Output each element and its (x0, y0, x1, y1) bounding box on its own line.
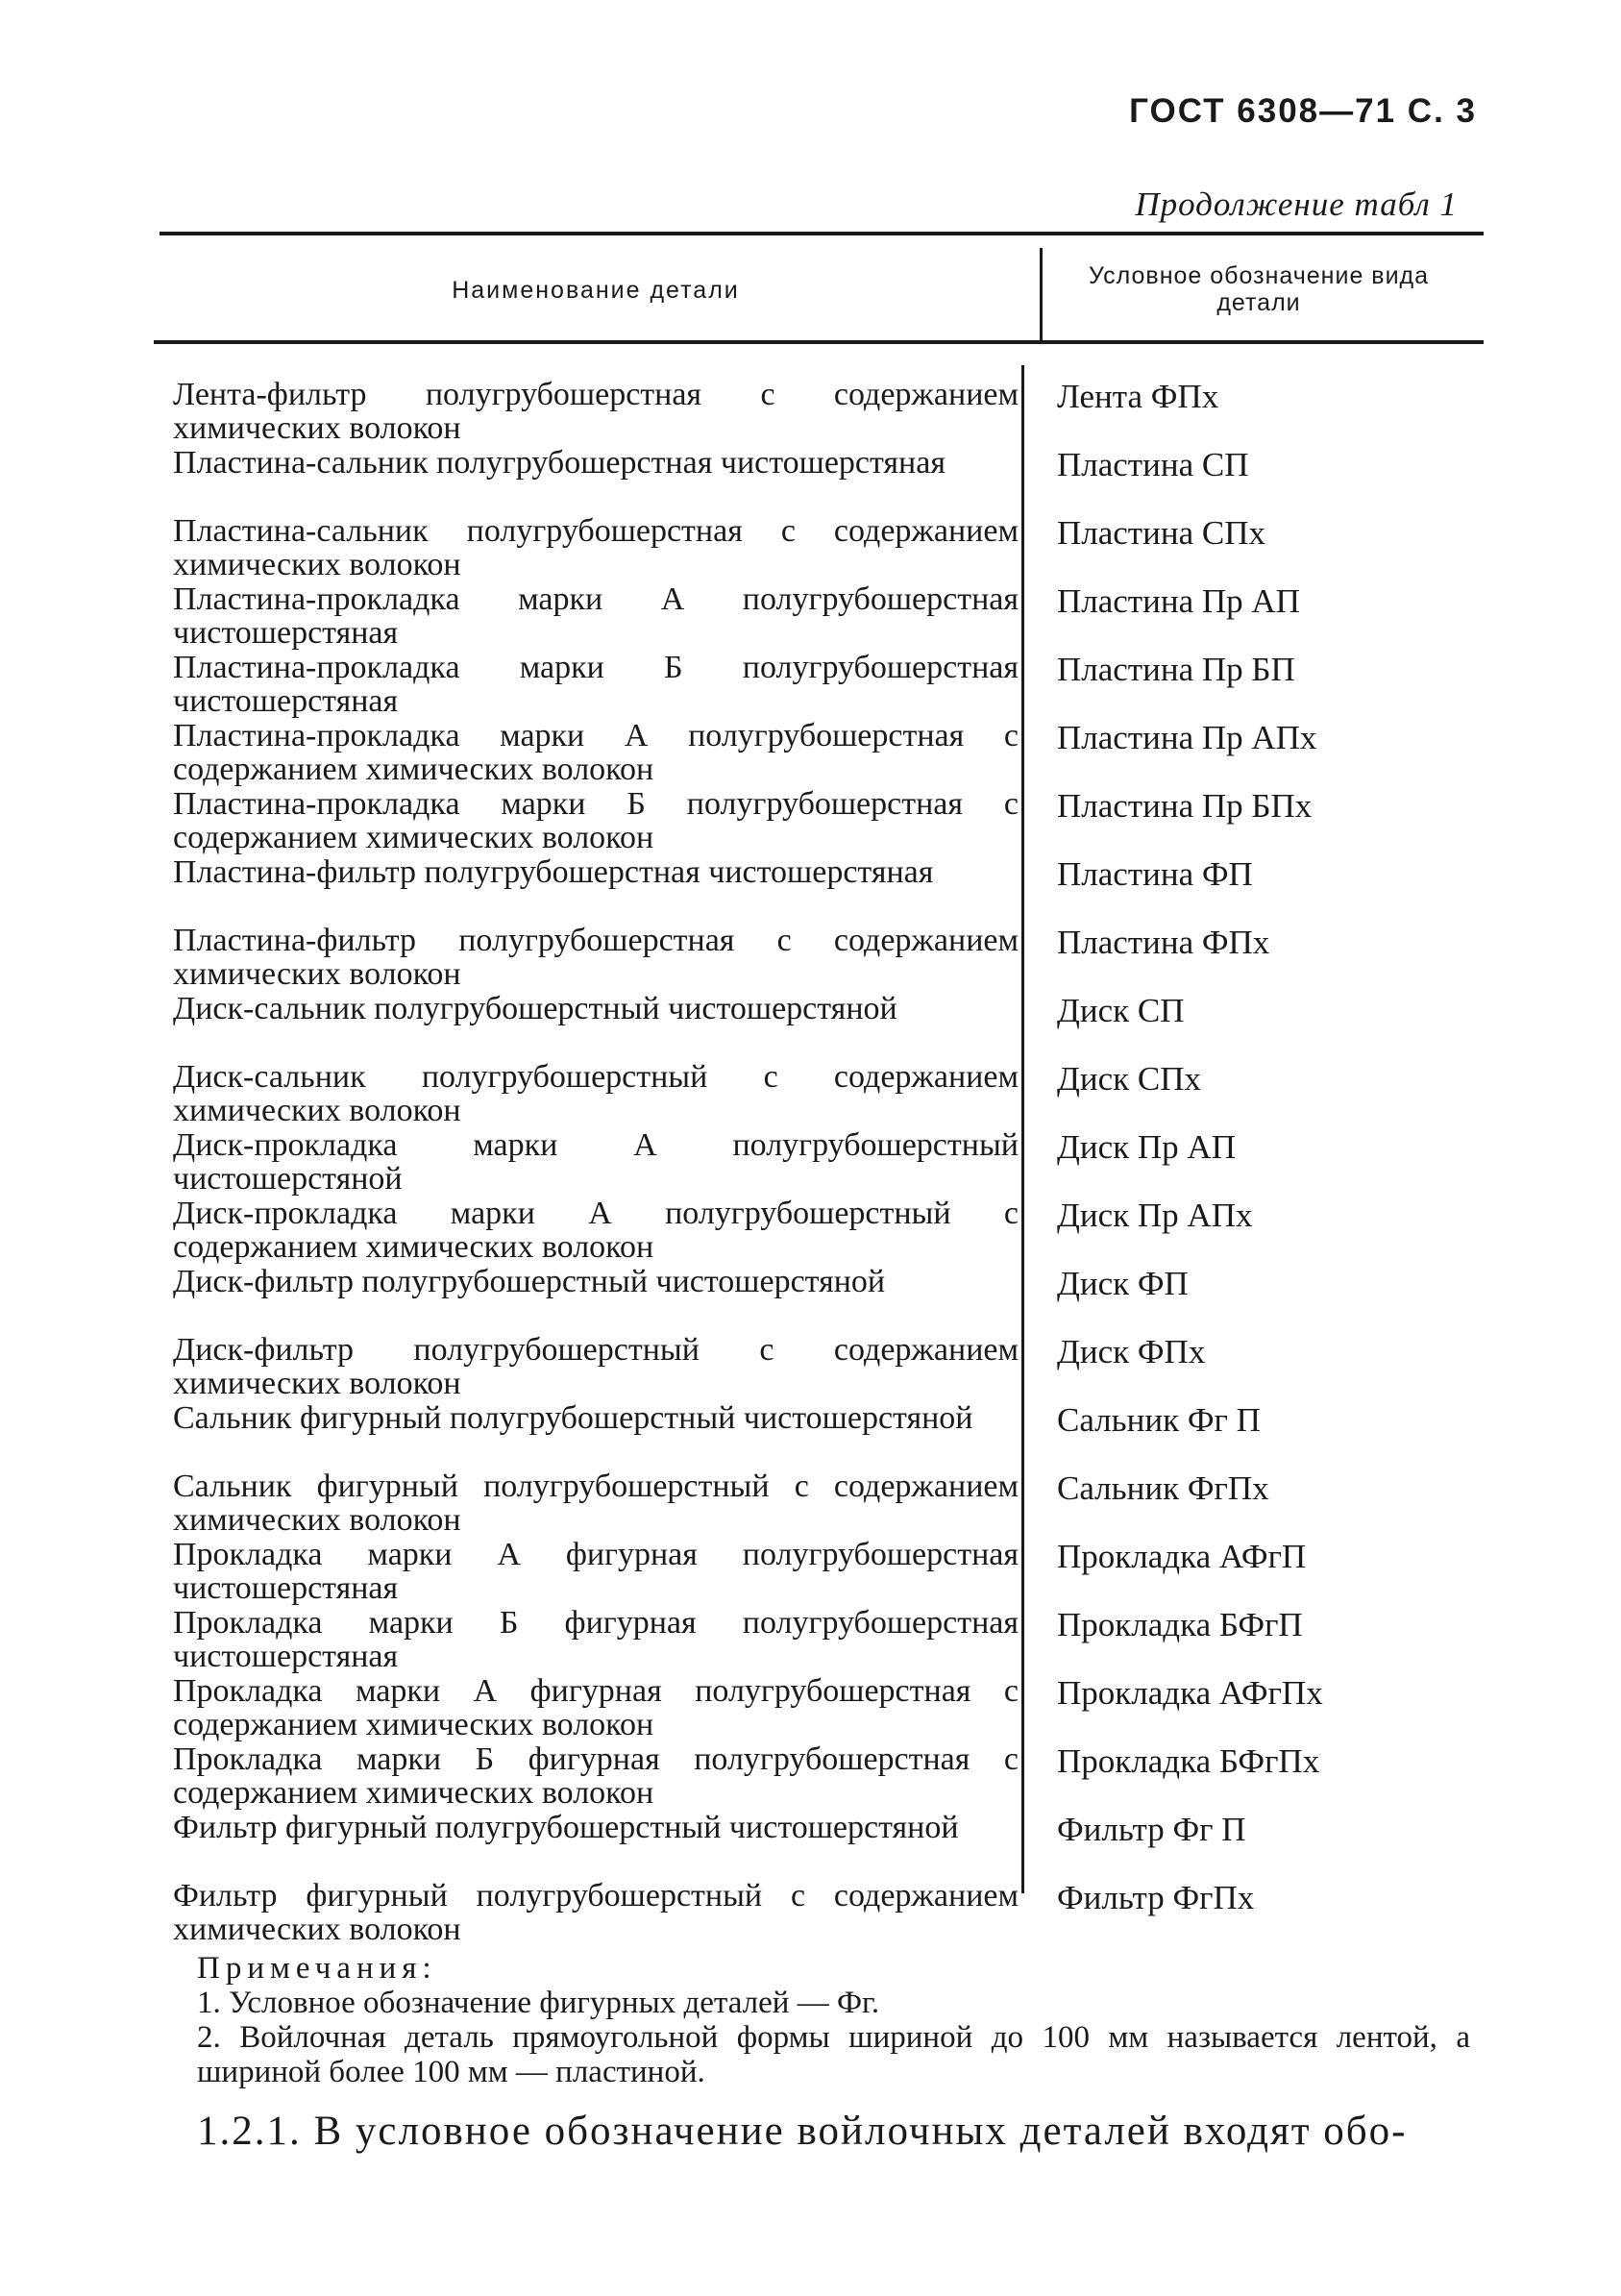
detail-name (125, 1538, 1019, 1606)
detail-code: Пластина ФПх (1057, 924, 1270, 961)
detail-name-text: Прокладка марки А фигурная полугрубошерстная с содержанием химических волокон (173, 1673, 1019, 1742)
detail-name (125, 514, 1019, 582)
table-row (125, 855, 1489, 924)
table-row (125, 924, 1489, 992)
detail-name (125, 924, 1019, 992)
detail-name (125, 1742, 1019, 1811)
detail-name-text: Пластина-прокладка марки Б полугрубошерстная чистошерстяная (173, 650, 1019, 719)
table-row (125, 1469, 1489, 1538)
detail-code: Прокладка АФгП (1057, 1538, 1307, 1575)
detail-name-text: Пластина-прокладка марки А полугрубошерстная чистошерстяная (173, 581, 1019, 651)
detail-name-text: Пластина-фильтр полугрубошерстная с содержанием химических волокон (173, 923, 1019, 992)
table-caption: Продолжение табл 1 (1135, 185, 1458, 223)
detail-name-text: Диск-фильтр полугрубошерстный чистошерстяной (173, 1264, 886, 1299)
detail-code: Сальник ФгПх (1057, 1469, 1269, 1507)
page-header: ГОСТ 6308—71 С. 3 (1129, 92, 1477, 130)
detail-name (125, 1060, 1019, 1128)
table-row (125, 1811, 1489, 1879)
detail-code: Пластина Пр БПх (1057, 787, 1313, 825)
detail-name-text: Фильтр фигурный полугрубошерстный чистошерстяной (173, 1810, 959, 1845)
table-body (125, 378, 1489, 1947)
detail-name (125, 1265, 1019, 1333)
detail-name (125, 719, 1019, 787)
paragraph: 1.2.1. В условное обозначение войлочных деталей входят обо- (197, 2109, 1408, 2154)
table-row (125, 651, 1489, 719)
detail-name-text: Пластина-прокладка марки А полугрубошерстная с содержанием химических волокон (173, 718, 1019, 787)
note-item: 1. Условное обозначение фигурных деталей — Фг. (197, 1986, 880, 2020)
detail-name-text: Диск-фильтр полугрубошерстный с содержанием химических волокон (173, 1332, 1019, 1401)
detail-name (125, 1879, 1019, 1947)
detail-code: Пластина Пр АПх (1057, 719, 1317, 756)
detail-name-text: Прокладка марки Б фигурная полугрубошерстная чистошерстяная (173, 1605, 1019, 1674)
detail-code: Диск ФП (1057, 1265, 1189, 1302)
detail-name (125, 651, 1019, 719)
detail-code: Диск СПх (1057, 1060, 1202, 1098)
table-row (125, 1879, 1489, 1947)
table-row (125, 1742, 1489, 1811)
detail-name (125, 992, 1019, 1060)
detail-name-text: Пластина-сальник полугрубошерстная с содержанием химических волокон (173, 513, 1019, 582)
table-row (125, 1128, 1489, 1197)
detail-code: Пластина СПх (1057, 514, 1265, 552)
detail-name-text: Диск-прокладка марки А полугрубошерстный с содержанием химических волокон (173, 1196, 1019, 1265)
detail-name-text: Прокладка марки Б фигурная полугрубошерстная с содержанием химических волокон (173, 1741, 1019, 1811)
detail-name (125, 1811, 1019, 1879)
detail-name (125, 446, 1019, 514)
detail-name (125, 787, 1019, 855)
detail-name (125, 1401, 1019, 1469)
detail-name (125, 1674, 1019, 1742)
detail-code: Диск Пр АП (1057, 1128, 1236, 1166)
detail-name-text: Диск-сальник полугрубошерстный с содержанием химических волокон (173, 1059, 1019, 1128)
detail-code: Сальник Фг П (1057, 1401, 1261, 1439)
table-top-rule (160, 232, 1484, 235)
table-row (125, 446, 1489, 514)
detail-name (125, 378, 1019, 446)
detail-code: Пластина Пр БП (1057, 651, 1295, 688)
table-row (125, 514, 1489, 582)
detail-name (125, 1333, 1019, 1401)
table-row (125, 582, 1489, 651)
detail-name-text: Прокладка марки А фигурная полугрубошерстная чистошерстяная (173, 1537, 1019, 1606)
detail-code: Фильтр ФгПх (1057, 1879, 1255, 1916)
detail-code: Прокладка АФгПх (1057, 1674, 1323, 1712)
detail-name-text: Диск-прокладка марки А полугрубошерстный чистошерстяной (173, 1127, 1019, 1197)
notes-title: Примечания: (197, 1951, 437, 1986)
detail-name (125, 582, 1019, 651)
detail-code: Диск Пр АПх (1057, 1197, 1253, 1234)
table-row (125, 1197, 1489, 1265)
table-row (125, 1265, 1489, 1333)
table-row (125, 719, 1489, 787)
detail-name-text: Фильтр фигурный полугрубошерстный с содержанием химических волокон (173, 1878, 1019, 1947)
header-bottom-rule (154, 340, 1484, 344)
table-row (125, 787, 1489, 855)
detail-name-text: Пластина-прокладка марки Б полугрубошерстная с содержанием химических волокон (173, 786, 1019, 855)
detail-name (125, 1606, 1019, 1674)
table-row (125, 1401, 1489, 1469)
notes (154, 1951, 1470, 2089)
detail-code: Пластина СП (1057, 446, 1249, 483)
column-header-code: Условное обозначение вида детали (1088, 262, 1430, 316)
detail-name-text: Пластина-сальник полугрубошерстная чистошерстяная (173, 445, 946, 481)
detail-name-text: Сальник фигурный полугрубошерстный чистошерстяной (173, 1400, 973, 1436)
detail-name (125, 1128, 1019, 1197)
detail-code: Прокладка БФгП (1057, 1606, 1303, 1643)
table-row (125, 1674, 1489, 1742)
detail-name-text: Сальник фигурный полугрубошерстный с содержанием химических волокон (173, 1469, 1019, 1538)
detail-code: Фильтр Фг П (1057, 1811, 1246, 1848)
table-row (125, 1606, 1489, 1674)
detail-name-text: Пластина-фильтр полугрубошерстная чистошерстяная (173, 854, 934, 890)
column-header-name: Наименование детали (452, 277, 740, 304)
detail-code: Лента ФПх (1057, 378, 1219, 415)
header-column-divider (1040, 248, 1043, 344)
detail-code: Диск ФПх (1057, 1333, 1206, 1370)
detail-name-text: Диск-сальник полугрубошерстный чистошерстяной (173, 991, 897, 1026)
detail-name (125, 855, 1019, 924)
detail-name (125, 1469, 1019, 1538)
table-row (125, 1333, 1489, 1401)
detail-code: Пластина Пр АП (1057, 582, 1300, 620)
detail-name (125, 1197, 1019, 1265)
table-row (125, 1538, 1489, 1606)
table-row (125, 992, 1489, 1060)
note-item: 2. Войлочная деталь прямоугольной формы шириной до 100 мм называется лентой, а шириной более 100 мм — пластиной. (197, 2020, 1470, 2089)
detail-code: Пластина ФП (1057, 855, 1253, 893)
table-row (125, 378, 1489, 446)
detail-name-text: Лента-фильтр полугрубошерстная с содержанием химических волокон (173, 377, 1019, 446)
detail-code: Диск СП (1057, 992, 1185, 1029)
detail-code: Прокладка БФгПх (1057, 1742, 1320, 1780)
table-row (125, 1060, 1489, 1128)
